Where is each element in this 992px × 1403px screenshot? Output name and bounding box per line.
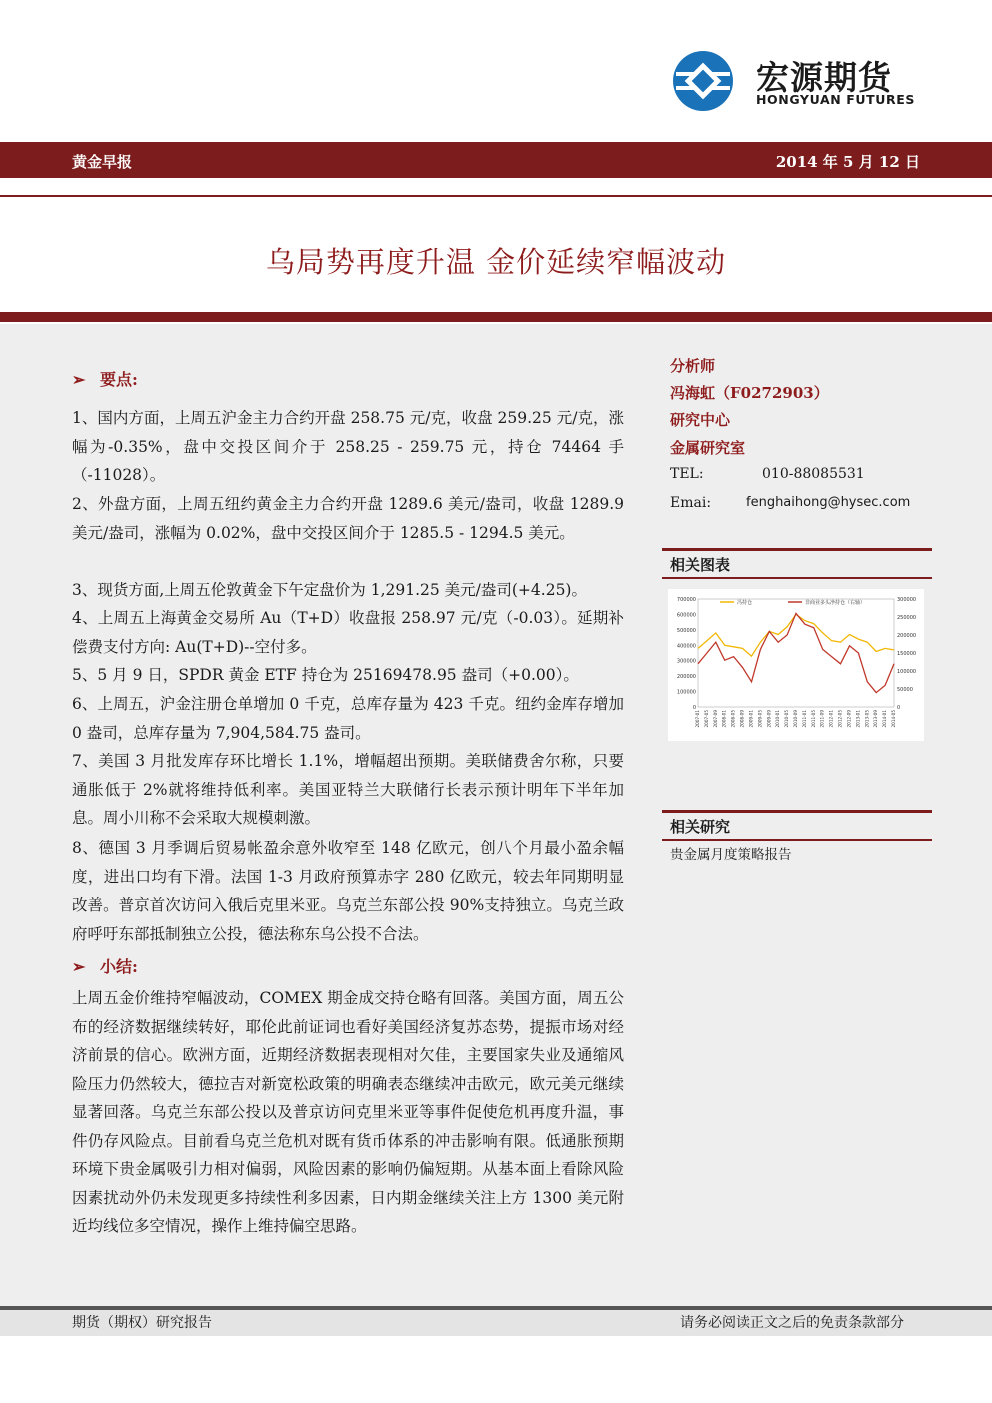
x-tick-label: 2014-01 [882, 710, 888, 728]
x-tick-label: 2008-01 [721, 710, 727, 728]
key-point-3: 3、现货方面,上周五伦敦黄金下午定盘价为 1,291.25 美元/盎司(+4.25)。 [72, 581, 587, 599]
x-tick-label: 2007-09 [712, 710, 718, 728]
y-tick-label: 500000 [676, 627, 696, 634]
y2-tick-label: 300000 [897, 597, 917, 603]
x-tick-label: 2012-01 [828, 710, 834, 728]
key-point-1: 1、国内方面，上周五沪金主力合约开盘 258.75 元/克，收盘 259.25 元/克，涨幅为-0.35%，盘中交投区间介于 258.25 - 259.75 元，持仓 74464 手（-11028）。 [72, 409, 624, 484]
y2-tick-label: 0 [897, 705, 901, 711]
x-tick-label: 2007-01 [695, 710, 700, 728]
x-tick-label: 2010-01 [775, 710, 781, 728]
key-point-8: 8、德国 3 月季调后贸易帐盈余意外收窄至 148 亿欧元，创八个月最小盈余幅度，进出口均有下滑。法国 1-3 月政府预算赤字 280 亿欧元，较去年同期明显改善。普京首次访问入俄后克里米亚。乌克兰东部公投 90%支持独立。乌克兰政府呼吁东部抵制独立公投，德法称东乌公投不合法。 [72, 839, 624, 943]
related-research-title: 相关研究 [670, 818, 731, 836]
legend-label: 冯持仓 [737, 600, 753, 606]
key-point-4: 4、上周五上海黄金交易所 Au（T+D）收盘报 258.97 元/克（-0.03）。延期补偿费支付方向: Au(T+D)--空付多。 [72, 609, 624, 656]
x-tick-label: 2009-05 [757, 710, 763, 728]
y-tick-label: 300000 [676, 658, 696, 665]
tel-number: 010-88085531 [762, 466, 865, 482]
y2-tick-label: 150000 [897, 651, 917, 657]
y-tick-label: 200000 [676, 674, 696, 681]
x-tick-label: 2010-09 [793, 710, 798, 728]
x-tick-label: 2013-05 [864, 710, 870, 728]
x-tick-label: 2012-09 [846, 710, 852, 728]
report-type: 黄金早报 [72, 153, 133, 171]
footer-top-rule [0, 1306, 992, 1310]
x-tick-label: 2011-05 [810, 710, 816, 728]
company-logo [672, 50, 915, 112]
x-tick-label: 2009-01 [748, 710, 754, 728]
x-tick-label: 2013-09 [873, 710, 879, 728]
hongyuan-logo-icon [672, 50, 734, 112]
x-tick-label: 2013-01 [855, 710, 861, 728]
x-tick-label: 2014-05 [891, 710, 896, 728]
header-band [0, 142, 992, 178]
x-tick-label: 2012-05 [837, 710, 843, 728]
series-line-1 [698, 614, 894, 656]
y-tick-label: 100000 [676, 689, 696, 696]
y2-tick-label: 50000 [897, 687, 913, 693]
related-charts-header [662, 548, 932, 579]
x-tick-label: 2008-05 [730, 710, 736, 728]
department-research-center: 研究中心 [670, 411, 731, 429]
summary-heading: ➢ 小结: [72, 957, 138, 976]
footer-report-label: 期货（期权）研究报告 [72, 1315, 212, 1331]
analyst-label: 分析师 [670, 357, 716, 375]
email-label: Emai: [670, 495, 712, 511]
tel-label: TEL: [670, 466, 704, 482]
y-tick-label: 0 [692, 705, 696, 711]
footer-disclaimer: 请务必阅读正文之后的免责条款部分 [680, 1315, 904, 1331]
y-tick-label: 600000 [676, 612, 696, 619]
report-date: 2014 年 5 月 12 日 [775, 153, 920, 171]
email-address[interactable]: fenghaihong@hysec.com [746, 495, 911, 510]
legend-label: 非商业多头净持仓（右轴） [805, 600, 866, 606]
key-points-heading: ➢ 要点: [72, 370, 138, 389]
key-point-5: 5、5 月 9 日，SPDR 黄金 ETF 持仓为 25169478.95 盎司（+0.00）。 [72, 666, 579, 684]
related-research-item[interactable]: 贵金属月度策略报告 [670, 847, 792, 863]
y2-tick-label: 100000 [897, 669, 917, 675]
page-title: 乌局势再度升温 金价延续窄幅波动 [265, 245, 727, 279]
y-tick-label: 700000 [676, 597, 696, 603]
logo-name-cn: 宏源期货 [756, 58, 892, 97]
x-tick-label: 2007-05 [703, 710, 709, 728]
y2-tick-label: 250000 [897, 615, 917, 621]
position-chart [668, 589, 924, 741]
related-research-header [662, 810, 932, 841]
divider-top [0, 195, 992, 197]
x-tick-label: 2011-09 [819, 710, 825, 728]
y-tick-label: 400000 [676, 643, 696, 650]
key-point-2: 2、外盘方面，上周五纽约黄金主力合约开盘 1289.6 美元/盎司，收盘 1289.9 美元/盎司，涨幅为 0.02%，盘中交投区间介于 1285.5 - 1294.5 美元。 [72, 495, 624, 542]
arrow-bullet-icon: ➢ [72, 957, 86, 976]
position-chart-svg [668, 589, 924, 741]
related-charts-title: 相关图表 [670, 556, 731, 574]
arrow-bullet-icon: ➢ [72, 370, 86, 389]
divider-main [0, 312, 992, 322]
key-point-6: 6、上周五，沪金注册仓单增加 0 千克，总库存量为 423 千克。纽约金库存增加 0 盎司，总库存量为 7,904,584.75 盎司。 [72, 695, 624, 742]
logo-name-en: HONGYUAN FUTURES [756, 92, 915, 107]
page-footer [0, 1306, 992, 1336]
series-line-2 [698, 613, 894, 692]
summary-text: 上周五金价维持窄幅波动，COMEX 期金成交持仓略有回落。美国方面，周五公布的经济数据继续转好，耶伦此前证词也看好美国经济复苏态势，提振市场对经济前景的信心。欧洲方面，近期经济数据表现相对欠佳，主要国家失业及通缩风险压力仍然较大，德拉吉对新宽松政策的明确表态继续冲击欧元，欧元美元继续显著回落。乌克兰东部公投以及普京访问克里米亚等事件促使危机再度升温，事件仍存风险点。目前看乌克兰危机对既有货币体系的冲击影响有限。低通胀预期环境下贵金属吸引力相对偏弱，风险因素的影响仍偏短期。从基本面上看除风险因素扰动外仍未发现更多持续性利多因素，日内期金继续关注上方 1300 美元附近均线位多空情况，操作上维持偏空思路。 [72, 989, 624, 1235]
y2-tick-label: 200000 [897, 633, 917, 639]
analyst-name: 冯海虹（F0272903） [670, 384, 829, 402]
x-tick-label: 2011-01 [801, 710, 807, 728]
department-metals: 金属研究室 [670, 439, 746, 457]
x-tick-label: 2010-05 [784, 710, 790, 728]
x-tick-label: 2009-09 [766, 710, 772, 728]
key-point-7: 7、美国 3 月批发库存环比增长 1.1%，增幅超出预期。美联储费舍尔称，只要通胀低于 2%就将维持低利率。美国亚特兰大联储行长表示预计明年下半年加息。周小川称不会采取大规模刺激。 [72, 752, 624, 827]
x-tick-label: 2008-09 [739, 710, 745, 728]
